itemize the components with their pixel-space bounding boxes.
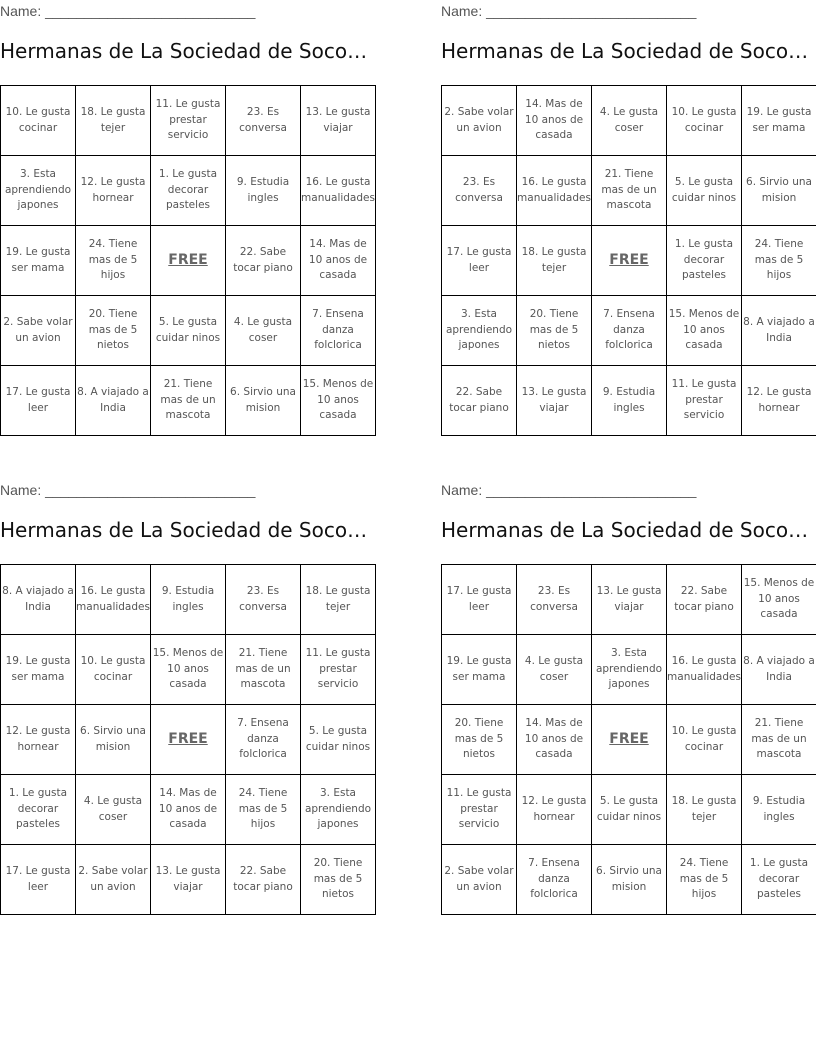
bingo-cell: 4. Le gusta coser [226, 296, 301, 366]
bingo-cell: 8. A viajado a India [76, 366, 151, 436]
bingo-cell: 22. Sabe tocar piano [442, 366, 517, 436]
bingo-card-4 [441, 481, 816, 901]
name-field: Name: ___________________________ [441, 3, 697, 19]
bingo-cell: 22. Sabe tocar piano [226, 226, 301, 296]
bingo-cell: 24. Tiene mas de 5 hijos [742, 226, 816, 296]
bingo-cell: 19. Le gusta ser mama [742, 86, 816, 156]
bingo-cell: 14. Mas de 10 anos de casada [151, 775, 226, 845]
bingo-cell: 16. Le gusta manualidades [76, 565, 151, 635]
bingo-cell: 3. Esta aprendiendo japones [1, 156, 76, 226]
bingo-cell: 13. Le gusta viajar [592, 565, 667, 635]
bingo-cell: 2. Sabe volar un avion [1, 296, 76, 366]
free-space: FREE [592, 705, 667, 775]
bingo-cell: 10. Le gusta cocinar [76, 635, 151, 705]
bingo-cell: 2. Sabe volar un avion [442, 845, 517, 915]
bingo-cell: 19. Le gusta ser mama [1, 226, 76, 296]
bingo-cell: 20. Tiene mas de 5 nietos [517, 296, 592, 366]
bingo-cell: 11. Le gusta prestar servicio [151, 86, 226, 156]
bingo-cell: 15. Menos de 10 anos casada [742, 565, 816, 635]
card-title: Hermanas de La Sociedad de Soco… [441, 39, 809, 63]
bingo-cell: 15. Menos de 10 anos casada [301, 366, 376, 436]
bingo-cell: 6. Sirvio una mision [226, 366, 301, 436]
bingo-cell: 4. Le gusta coser [517, 635, 592, 705]
bingo-cell: 9. Estudia ingles [592, 366, 667, 436]
bingo-cell: 10. Le gusta cocinar [667, 705, 742, 775]
bingo-cell: 14. Mas de 10 anos de casada [301, 226, 376, 296]
free-space: FREE [151, 705, 226, 775]
bingo-cell: 19. Le gusta ser mama [1, 635, 76, 705]
bingo-cell: 21. Tiene mas de un mascota [592, 156, 667, 226]
bingo-cell: 20. Tiene mas de 5 nietos [442, 705, 517, 775]
bingo-cell: 19. Le gusta ser mama [442, 635, 517, 705]
bingo-cell: 12. Le gusta hornear [76, 156, 151, 226]
bingo-cell: 15. Menos de 10 anos casada [151, 635, 226, 705]
bingo-cell: 9. Estudia ingles [151, 565, 226, 635]
bingo-cell: 7. Ensena danza folclorica [592, 296, 667, 366]
bingo-cell: 13. Le gusta viajar [517, 366, 592, 436]
bingo-cell: 11. Le gusta prestar servicio [442, 775, 517, 845]
bingo-cell: 3. Esta aprendiendo japones [442, 296, 517, 366]
bingo-cell: 7. Ensena danza folclorica [226, 705, 301, 775]
name-field: Name: ___________________________ [0, 3, 256, 19]
bingo-cell: 7. Ensena danza folclorica [301, 296, 376, 366]
bingo-cell: 10. Le gusta cocinar [1, 86, 76, 156]
bingo-cell: 2. Sabe volar un avion [442, 86, 517, 156]
bingo-cell: 8. A viajado a India [742, 296, 816, 366]
bingo-cell: 18. Le gusta tejer [667, 775, 742, 845]
bingo-cell: 12. Le gusta hornear [517, 775, 592, 845]
bingo-cell: 9. Estudia ingles [742, 775, 816, 845]
bingo-cell: 16. Le gusta manualidades [667, 635, 742, 705]
bingo-cell: 11. Le gusta prestar servicio [301, 635, 376, 705]
bingo-cell: 23. Es conversa [226, 86, 301, 156]
bingo-cell: 12. Le gusta hornear [742, 366, 816, 436]
bingo-cell: 6. Sirvio una mision [592, 845, 667, 915]
bingo-cell: 6. Sirvio una mision [742, 156, 816, 226]
bingo-cell: 21. Tiene mas de un mascota [226, 635, 301, 705]
bingo-cell: 21. Tiene mas de un mascota [151, 366, 226, 436]
bingo-cell: 1. Le gusta decorar pasteles [1, 775, 76, 845]
bingo-cell: 3. Esta aprendiendo japones [592, 635, 667, 705]
bingo-cell: 3. Esta aprendiendo japones [301, 775, 376, 845]
bingo-cell: 2. Sabe volar un avion [76, 845, 151, 915]
bingo-card-3 [0, 481, 376, 901]
bingo-card-1 [0, 2, 376, 422]
bingo-cell: 24. Tiene mas de 5 hijos [76, 226, 151, 296]
bingo-cell: 7. Ensena danza folclorica [517, 845, 592, 915]
bingo-cell: 10. Le gusta cocinar [667, 86, 742, 156]
name-field: Name: ___________________________ [441, 482, 697, 498]
bingo-cell: 24. Tiene mas de 5 hijos [226, 775, 301, 845]
bingo-cell: 5. Le gusta cuidar ninos [301, 705, 376, 775]
bingo-cell: 4. Le gusta coser [76, 775, 151, 845]
bingo-cell: 23. Es conversa [517, 565, 592, 635]
bingo-grid [0, 564, 376, 915]
bingo-cell: 16. Le gusta manualidades [517, 156, 592, 226]
bingo-cell: 18. Le gusta tejer [301, 565, 376, 635]
bingo-cell: 20. Tiene mas de 5 nietos [301, 845, 376, 915]
free-space: FREE [151, 226, 226, 296]
bingo-cell: 13. Le gusta viajar [151, 845, 226, 915]
card-title: Hermanas de La Sociedad de Soco… [0, 518, 368, 542]
bingo-cell: 24. Tiene mas de 5 hijos [667, 845, 742, 915]
bingo-cell: 17. Le gusta leer [1, 845, 76, 915]
bingo-cell: 16. Le gusta manualidades [301, 156, 376, 226]
bingo-cell: 5. Le gusta cuidar ninos [592, 775, 667, 845]
bingo-cell: 23. Es conversa [226, 565, 301, 635]
bingo-cell: 18. Le gusta tejer [517, 226, 592, 296]
bingo-cell: 15. Menos de 10 anos casada [667, 296, 742, 366]
free-space: FREE [592, 226, 667, 296]
bingo-card-2 [441, 2, 816, 422]
bingo-cell: 14. Mas de 10 anos de casada [517, 86, 592, 156]
bingo-grid [441, 564, 816, 915]
card-title: Hermanas de La Sociedad de Soco… [441, 518, 809, 542]
bingo-cell: 4. Le gusta coser [592, 86, 667, 156]
bingo-cell: 23. Es conversa [442, 156, 517, 226]
name-field: Name: ___________________________ [0, 482, 256, 498]
bingo-cell: 13. Le gusta viajar [301, 86, 376, 156]
bingo-cell: 8. A viajado a India [742, 635, 816, 705]
bingo-cell: 17. Le gusta leer [1, 366, 76, 436]
bingo-cell: 17. Le gusta leer [442, 565, 517, 635]
bingo-cell: 5. Le gusta cuidar ninos [667, 156, 742, 226]
bingo-grid [441, 85, 816, 436]
bingo-cell: 22. Sabe tocar piano [667, 565, 742, 635]
bingo-cell: 5. Le gusta cuidar ninos [151, 296, 226, 366]
bingo-grid [0, 85, 376, 436]
bingo-cell: 9. Estudia ingles [226, 156, 301, 226]
bingo-cell: 11. Le gusta prestar servicio [667, 366, 742, 436]
bingo-cell: 6. Sirvio una mision [76, 705, 151, 775]
bingo-cell: 8. A viajado a India [1, 565, 76, 635]
bingo-cell: 20. Tiene mas de 5 nietos [76, 296, 151, 366]
bingo-cell: 22. Sabe tocar piano [226, 845, 301, 915]
bingo-cell: 18. Le gusta tejer [76, 86, 151, 156]
bingo-cell: 17. Le gusta leer [442, 226, 517, 296]
bingo-cell: 1. Le gusta decorar pasteles [742, 845, 816, 915]
bingo-cell: 14. Mas de 10 anos de casada [517, 705, 592, 775]
bingo-cell: 1. Le gusta decorar pasteles [151, 156, 226, 226]
bingo-cell: 21. Tiene mas de un mascota [742, 705, 816, 775]
card-title: Hermanas de La Sociedad de Soco… [0, 39, 368, 63]
bingo-cell: 12. Le gusta hornear [1, 705, 76, 775]
bingo-cell: 1. Le gusta decorar pasteles [667, 226, 742, 296]
